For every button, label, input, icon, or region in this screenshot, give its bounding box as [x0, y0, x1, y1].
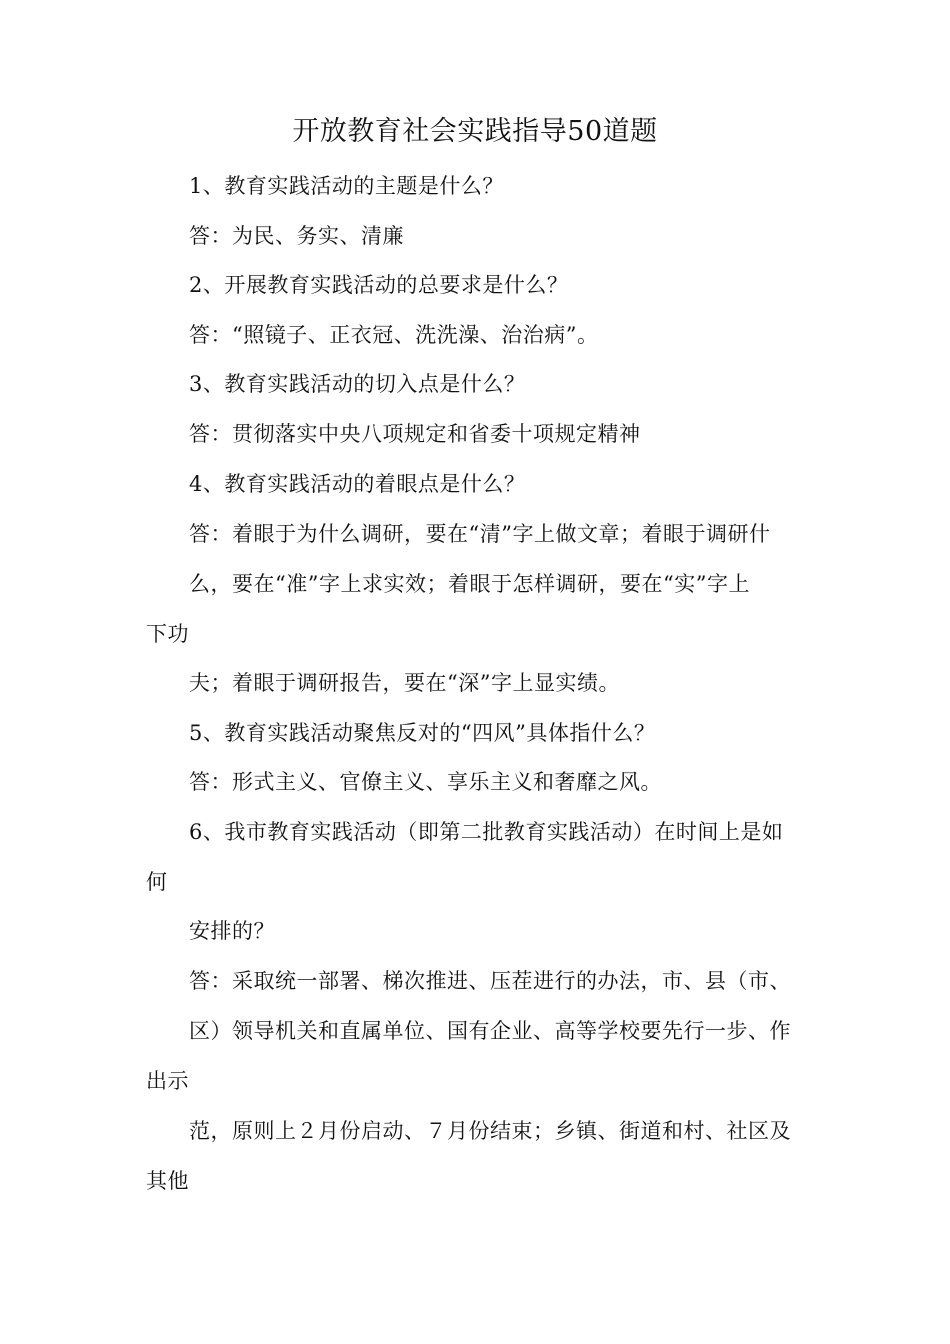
answer-1: 答：为民、务实、清廉	[189, 224, 404, 248]
answer-5: 答：形式主义、官僚主义、享乐主义和奢靡之风。	[189, 770, 662, 794]
answer-6-line-2: 区）领导机关和直属单位、国有企业、高等学校要先行一步、作	[189, 1019, 791, 1043]
answer-2: 答：“照镜子、正衣冠、洗洗澡、治治病”。	[189, 323, 599, 347]
question-3: 3、教育实践活动的切入点是什么？	[189, 372, 526, 396]
question-4: 4、教育实践活动的着眼点是什么？	[189, 472, 526, 496]
question-6-line-1: 6、我市教育实践活动（即第二批教育实践活动）在时间上是如	[189, 820, 784, 844]
answer-4-line-1: 答：着眼于为什么调研，要在“清”字上做文章；着眼于调研什	[189, 522, 771, 546]
answer-6-line-4: 范，原则上２月份启动、７月份结束；乡镇、街道和村、社区及	[189, 1119, 791, 1143]
answer-6-line-5: 其他	[146, 1169, 189, 1193]
question-6-line-3: 安排的？	[189, 919, 275, 943]
answer-3: 答：贯彻落实中央八项规定和省委十项规定精神	[189, 422, 641, 446]
question-2: 2、开展教育实践活动的总要求是什么？	[189, 273, 569, 297]
answer-6-line-1: 答：采取统一部署、梯次推进、压茬进行的办法，市、县（市、	[189, 969, 791, 993]
question-1: 1、教育实践活动的主题是什么？	[189, 174, 504, 198]
document-title: 开放教育社会实践指导50道题	[292, 116, 658, 147]
question-6-line-2: 何	[146, 870, 168, 894]
answer-4-line-2: 么，要在“准”字上求实效；着眼于怎样调研，要在“实”字上	[189, 572, 750, 596]
answer-6-line-3: 出示	[146, 1069, 189, 1093]
answer-4-line-4: 夫；着眼于调研报告，要在“深”字上显实绩。	[189, 671, 620, 695]
answer-4-line-3: 下功	[146, 622, 189, 646]
question-5: 5、教育实践活动聚焦反对的“四风”具体指什么？	[189, 721, 656, 745]
